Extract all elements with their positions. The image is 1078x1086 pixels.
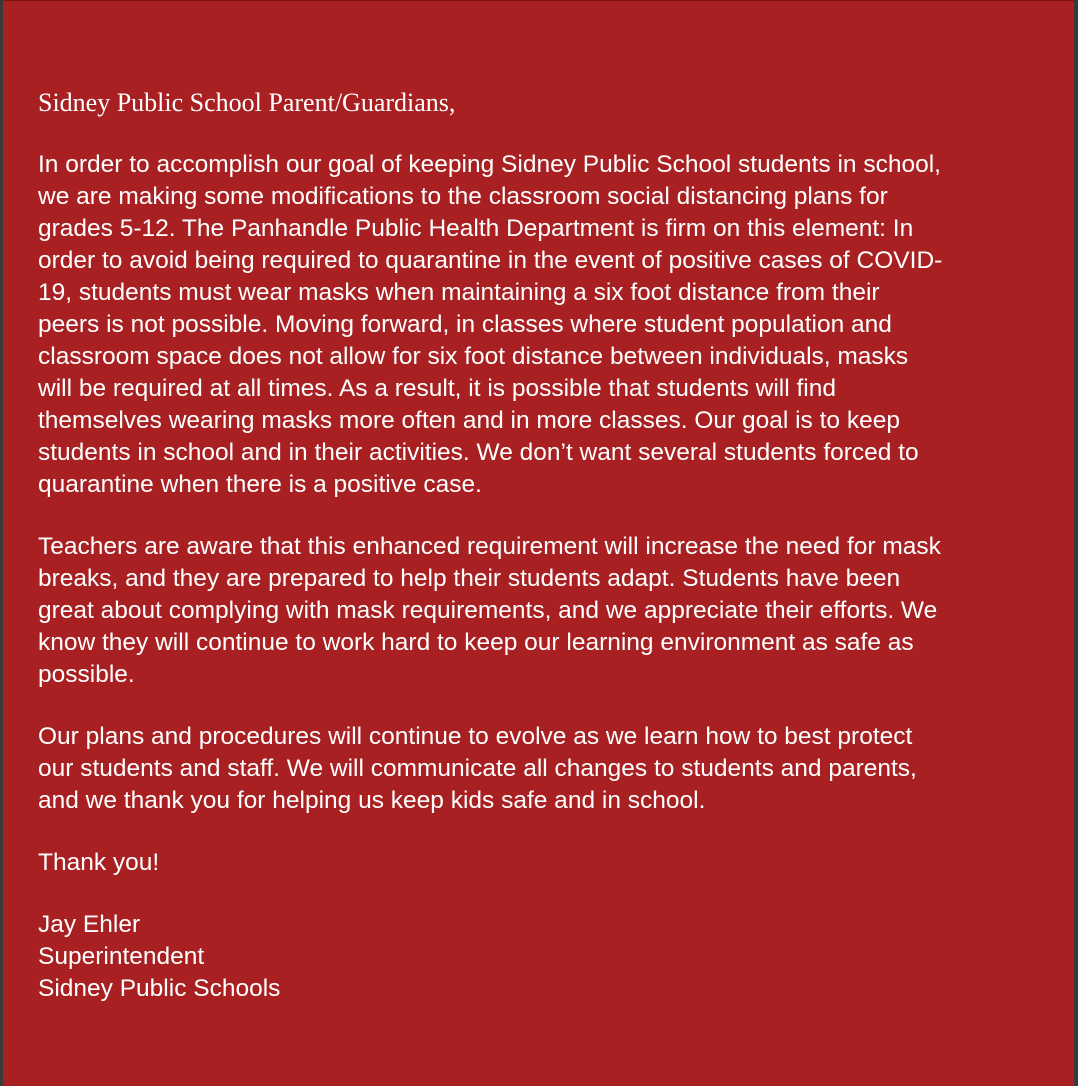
signature-name: Jay Ehler: [38, 911, 141, 938]
paragraph-2: Teachers are aware that this enhanced requirement will increase the need for mask breaks, and they are prepared to help their students adapt. Students have been great about complying with mask requirements, and we appreciate their efforts. We know they will continue to work hard to keep our learning environment as safe as possible.: [38, 533, 941, 688]
signature-title: Superintendent: [38, 943, 205, 970]
signature-block: [38, 909, 1048, 1005]
paragraph-1: In order to accomplish our goal of keeping Sidney Public School students in school, we are making some modifications to the classroom social distancing plans for grades 5-12. The Panhandle Public Health Department is firm on this element: In order to avoid being required to quarantine in the event of positive cases of COVID- 19, students must wear masks when maintaining a six foot distance from their peers is not possible. Moving forward, in classes where student population and classroom space does not allow for six foot distance between individuals, masks will be required at all times. As a result, it is possible that students will find themselves wearing masks more often and in more classes. Our goal is to keep students in school and in their activities. We don’t want several students forced to quarantine when there is a positive case.: [38, 151, 943, 498]
letter-body: [38, 87, 1048, 1005]
letter-greeting: Sidney Public School Parent/Guardians,: [38, 88, 456, 117]
closing-text: Thank you!: [38, 849, 160, 876]
letter-page: [3, 0, 1074, 1086]
signature-organization: Sidney Public Schools: [38, 975, 281, 1002]
paragraph-3: Our plans and procedures will continue to evolve as we learn how to best protect our students and staff. We will communicate all changes to students and parents, and we thank you for helping us keep kids safe and in school.: [38, 723, 917, 814]
